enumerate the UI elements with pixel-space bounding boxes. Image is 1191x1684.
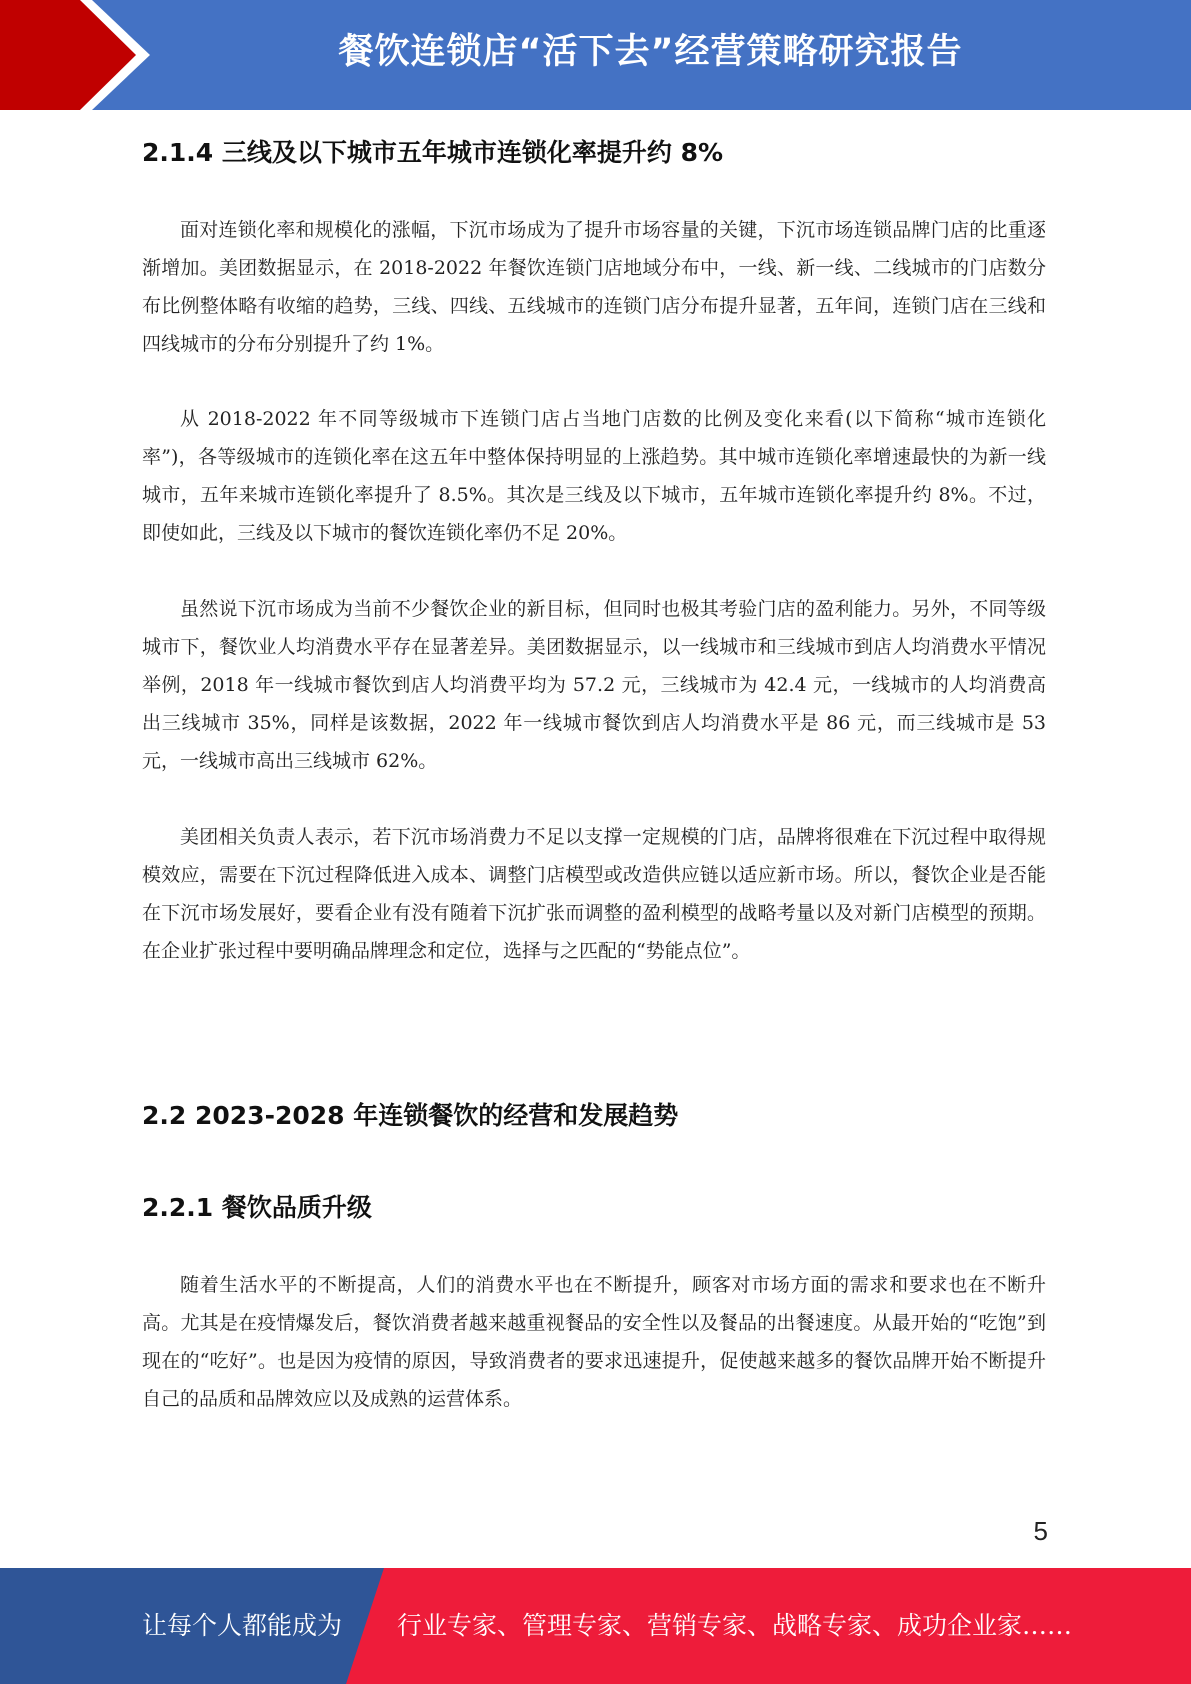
section-heading-2-2-1: 2.2.1 餐饮品质升级 (142, 1193, 372, 1222)
section-heading-2-2: 2.2 2023-2028 年连锁餐饮的经营和发展趋势 (142, 1101, 679, 1130)
footer-banner (0, 1568, 1191, 1684)
footer-slogan-left: 让每个人都能成为 (142, 1611, 343, 1640)
paragraph-5: 随着生活水平的不断提高，人们的消费水平也在不断提升，顾客对市场方面的需求和要求也在不断升高。尤其是在疫情爆发后，餐饮消费者越来越重视餐品的安全性以及餐品的出餐速度。从最开始的“吃饱”到现在的“吃好”。也是因为疫情的原因，导致消费者的要求迅速提升，促使越来越多的餐饮品牌开始不断提升自己的品质和品牌效应以及成熟的运营体系。 (142, 1274, 1046, 1410)
footer-slogan-right: 行业专家、管理专家、营销专家、战略专家、成功企业家…… (397, 1611, 1073, 1640)
header-banner (0, 0, 1191, 110)
paragraph-1: 面对连锁化率和规模化的涨幅，下沉市场成为了提升市场容量的关键，下沉市场连锁品牌门店的比重逐渐增加。美团数据显示，在 2018-2022 年餐饮连锁门店地域分布中，一线、新一线、二线城市的门店数分布比例整体略有收缩的趋势，三线、四线、五线城市的连锁门店分布提升显著，五年间，连锁门店在三线和四线城市的分布分别提升了约 1%。 (142, 219, 1046, 355)
paragraph-3: 虽然说下沉市场成为当前不少餐饮企业的新目标，但同时也极其考验门店的盈利能力。另外，不同等级城市下，餐饮业人均消费水平存在显著差异。美团数据显示，以一线城市和三线城市到店人均消费水平情况举例，2018 年一线城市餐饮到店人均消费平均为 57.2 元，三线城市为 42.4 元，一线城市的人均消费高出三线城市 35%，同样是该数据，2022 年一线城市餐饮到店人均消费水平是 86 元，而三线城市是 53 元，一线城市高出三线城市 62%。 (142, 598, 1046, 772)
report-title: 餐饮连锁店“活下去”经营策略研究报告 (338, 32, 963, 72)
paragraph-2: 从 2018-2022 年不同等级城市下连锁门店占当地门店数的比例及变化来看(以下简称“城市连锁化率”)，各等级城市的连锁化率在这五年中整体保持明显的上涨趋势。其中城市连锁化率增速最快的为新一线城市，五年来城市连锁化率提升了 8.5%。其次是三线及以下城市，五年城市连锁化率提升约 8%。不过，即使如此，三线及以下城市的餐饮连锁化率仍不足 20%。 (142, 408, 1046, 544)
header-chevron-icon (0, 0, 160, 110)
paragraph-4: 美团相关负责人表示，若下沉市场消费力不足以支撑一定规模的门店，品牌将很难在下沉过程中取得规模效应，需要在下沉过程降低进入成本、调整门店模型或改造供应链以适应新市场。所以，餐饮企业是否能在下沉市场发展好，要看企业有没有随着下沉扩张而调整的盈利模型的战略考量以及对新门店模型的预期。在企业扩张过程中要明确品牌理念和定位，选择与之匹配的“势能点位”。 (142, 826, 1046, 962)
page-number: 5 (1033, 1516, 1048, 1546)
section-heading-2-1-4: 2.1.4 三线及以下城市五年城市连锁化率提升约 8% (142, 138, 724, 167)
